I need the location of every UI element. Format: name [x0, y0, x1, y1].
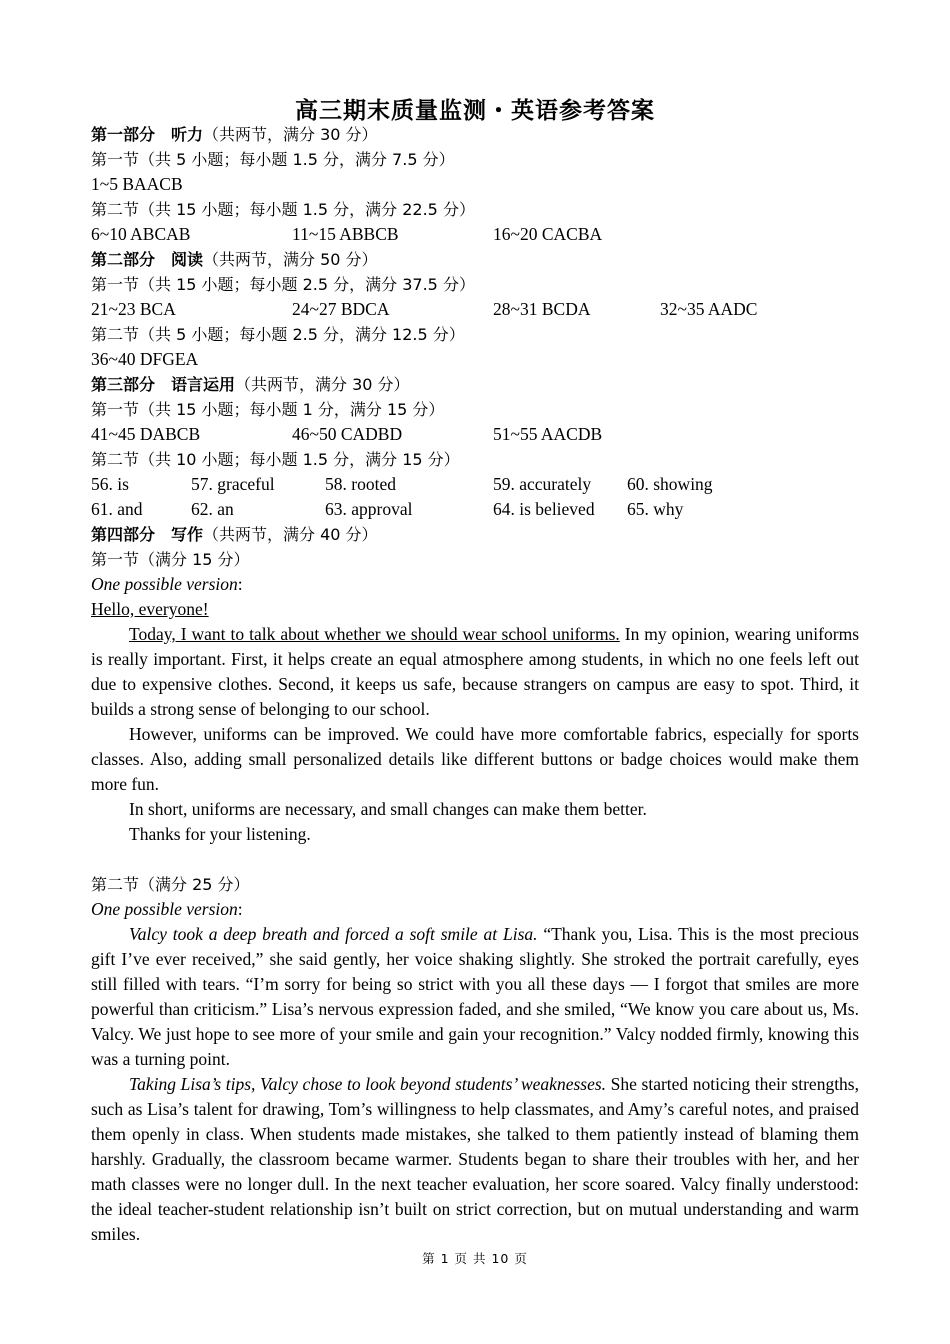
blank-answer: 60. showing: [627, 474, 713, 494]
part3-heading: 第三部分 语言运用: [91, 375, 236, 394]
blank-answer: 65. why: [627, 499, 684, 519]
part3-sec1-note: 第一节（共 15 小题；每小题 1 分，满分 15 分）: [91, 400, 445, 419]
essay1-intro-sentence: Today, I want to talk about whether we should wear school uniforms.: [129, 624, 620, 644]
essay1-paragraph-2: However, uniforms can be improved. We could have more comfortable fabrics, especially for sports classes. Also, adding small personalized details like different buttons or badge choices would make them more fun.: [91, 724, 859, 794]
answer-group: 46~50 CADBD: [292, 424, 403, 444]
part2-sec2-note: 第二节（共 5 小题；每小题 2.5 分，满分 12.5 分）: [91, 325, 465, 344]
part1-sec2-answers: [91, 222, 791, 247]
answer-group: 51~55 AACDB: [493, 424, 603, 444]
essay1-paragraph-4: Thanks for your listening.: [129, 824, 311, 844]
page-footer: 第 1 页 共 10 页: [422, 1251, 528, 1266]
answer-group: 24~27 BDCA: [292, 299, 390, 319]
essay1-paragraph-1: [91, 622, 859, 722]
essay1-p1-body: In my opinion, wearing uniforms is really important. First, it helps create an equal atmosphere among students, in which no one feels left out due to expensive clothes. Second, it keeps us safe, because strangers on campus are easy to spot. Third, it builds a strong sense of belonging to our school.: [91, 624, 859, 719]
part3-sec2-row2: [91, 497, 791, 522]
essay2-paragraph-2: [91, 1072, 859, 1247]
answer-group: 36~40 DFGEA: [91, 349, 199, 369]
essay2-p1-body: “Thank you, Lisa. This is the most precious gift I’ve ever received,” she said gently, her voice shaking slightly. She stroked the portrait carefully, eyes still filled with tears. “I’m sorry for being so strict with you all these days — I forgot that smiles are more powerful than criticism.” Lisa’s nervous expression faded, and she smiled, “We know you care about us, Ms. Valcy. We just hope to see more of your smile and gain your recognition.” Valcy nodded firmly, knowing this was a turning point.: [91, 924, 859, 1069]
part3-sec1-answers: [91, 422, 791, 447]
answer-group: 32~35 AADC: [660, 299, 758, 319]
part2-heading-line: [91, 247, 378, 272]
answer-group: 41~45 DABCB: [91, 424, 201, 444]
part2-heading-note: （共两节，满分 50 分）: [203, 250, 378, 269]
part4-heading: 第四部分 写作: [91, 525, 204, 544]
part1-sec2-note: 第二节（共 15 小题；每小题 1.5 分，满分 22.5 分）: [91, 200, 475, 219]
part3-heading-line: [91, 372, 410, 397]
essay1-paragraph-3: In short, uniforms are necessary, and small changes can make them better.: [129, 799, 647, 819]
essay1-greeting: Hello, everyone!: [91, 599, 209, 619]
version-label-line: [91, 572, 243, 597]
part1-heading-note: （共两节，满分 30 分）: [203, 125, 378, 144]
answer-group: 21~23 BCA: [91, 299, 176, 319]
blank-answer: 62. an: [191, 499, 234, 519]
part3-sec2-note: 第二节（共 10 小题；每小题 1.5 分，满分 15 分）: [91, 450, 460, 469]
essay2-p2-lead: Taking Lisa’s tips, Valcy chose to look beyond students’ weaknesses.: [129, 1074, 607, 1094]
part1-heading: 第一部分 听力: [91, 125, 204, 144]
part4-heading-note: （共两节，满分 40 分）: [203, 525, 378, 544]
blank-answer: 57. graceful: [191, 474, 275, 494]
part4-sec2-note: 第二节（满分 25 分）: [91, 875, 250, 894]
answer-group: 11~15 ABBCB: [292, 224, 399, 244]
essay2-paragraph-1: [91, 922, 859, 1072]
version-colon: :: [237, 574, 243, 594]
blank-answer: 61. and: [91, 499, 143, 519]
answer-group: 6~10 ABCAB: [91, 224, 191, 244]
part4-heading-line: [91, 522, 378, 547]
version-colon: :: [237, 899, 243, 919]
part3-sec2-row1: [91, 472, 791, 497]
version-label-line-2: [91, 897, 243, 922]
answer-group: 16~20 CACBA: [493, 224, 603, 244]
essay2-p1-lead: Valcy took a deep breath and forced a soft smile at Lisa.: [129, 924, 538, 944]
version-label: One possible version: [91, 574, 238, 594]
blank-answer: 56. is: [91, 474, 129, 494]
part2-sec1-note: 第一节（共 15 小题；每小题 2.5 分，满分 37.5 分）: [91, 275, 475, 294]
blank-answer: 64. is believed: [493, 499, 595, 519]
part1-heading-line: [91, 122, 378, 147]
part4-sec1-note: 第一节（满分 15 分）: [91, 550, 250, 569]
part3-heading-note: （共两节，满分 30 分）: [235, 375, 410, 394]
blank-answer: 59. accurately: [493, 474, 592, 494]
blank-answer: 58. rooted: [325, 474, 396, 494]
blank-answer: 63. approval: [325, 499, 413, 519]
version-label: One possible version: [91, 899, 238, 919]
essay2-p2-body: She started noticing their strengths, such as Lisa’s talent for drawing, Tom’s willingness to help classmates, and Amy’s careful notes, and praised them openly in class. When students made mistakes, she talked to them patiently instead of blaming them harshly. Gradually, the classroom became warmer. Students began to share their troubles with her, and her math classes were no longer dull. In the next teacher evaluation, her score soared. Valcy finally understood: the ideal teacher-student relationship isn’t built on strict correction, but on mutual understanding and warm smiles.: [91, 1074, 859, 1244]
page-title: 高三期末质量监测・英语参考答案: [295, 98, 655, 124]
answer-group: 28~31 BCDA: [493, 299, 591, 319]
part2-sec1-answers: [91, 297, 851, 322]
part1-sec1-note: 第一节（共 5 小题；每小题 1.5 分，满分 7.5 分）: [91, 150, 455, 169]
answer-group: 1~5 BAACB: [91, 174, 183, 194]
part2-heading: 第二部分 阅读: [91, 250, 204, 269]
